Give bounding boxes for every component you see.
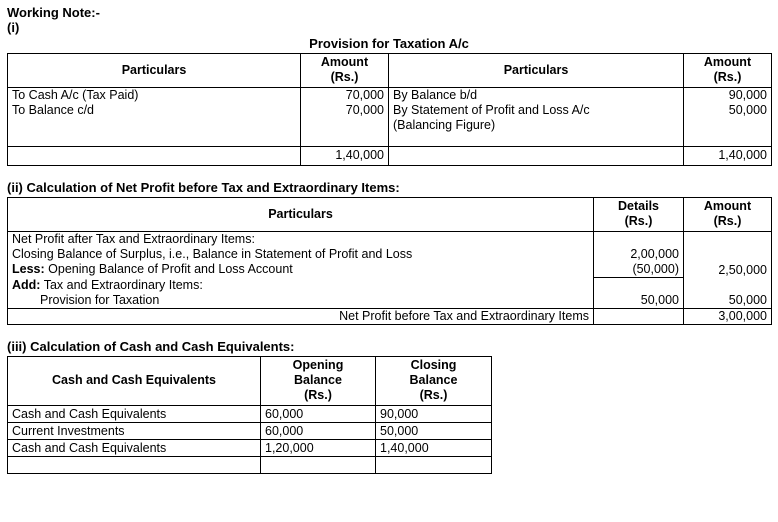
table-row: [8, 423, 492, 440]
table1-caption: Provision for Taxation A/c: [309, 36, 469, 51]
table3-header-opening-line1: Opening: [292, 358, 344, 372]
table3-row-0-opening: 60,000: [261, 406, 376, 423]
table2-header-details: [594, 198, 684, 232]
table2-header-amount-line2: (Rs.): [713, 214, 742, 228]
section-ii-heading: (ii) Calculation of Net Profit before Tax and Extraordinary Items:: [7, 180, 400, 195]
table2-row-2-label: Opening Balance of Profit and Loss Account: [48, 262, 293, 276]
table2-row-0-label: Net Profit after Tax and Extraordinary Items:: [12, 232, 255, 246]
table3-header-closing-line3: (Rs.): [419, 388, 448, 402]
table2-row-0-details-blank: [598, 232, 679, 247]
table1-right-row-0-particulars: By Balance b/d: [393, 88, 478, 102]
table2-row-1-details: 2,00,000: [630, 247, 679, 261]
spacer-after-table2: [7, 325, 771, 339]
table1-header-amount-right-line2: (Rs.): [713, 70, 742, 84]
spacer-after-table1: [7, 166, 771, 180]
table2-row-3-details-blank: [598, 278, 679, 293]
table1-right-row-0-amount: 90,000: [728, 88, 767, 102]
provision-for-taxation-table: [7, 53, 772, 166]
table2-total-amount: 3,00,000: [684, 309, 772, 325]
table2-particulars-block-b: [8, 278, 594, 309]
table2-amount-block-b: 50,000: [684, 278, 772, 309]
table1-total-right-blank: [389, 147, 684, 166]
table1-header-amount-left-line2: (Rs.): [330, 70, 359, 84]
table1-header-particulars-left: Particulars: [8, 54, 301, 88]
table3-header-item: Cash and Cash Equivalents: [8, 357, 261, 406]
table1-left-row-1-amount: 70,000: [345, 103, 384, 117]
table1-left-particulars-cell: [8, 88, 301, 147]
table2-row-2-line: [12, 262, 589, 277]
table3-row-3-opening: [261, 457, 376, 474]
table2-row-4-label: Provision for Taxation: [40, 292, 160, 307]
table3-row-3-closing: [376, 457, 492, 474]
table2-header-amount-line1: Amount: [703, 199, 752, 213]
table1-right-row-1-amount: 50,000: [728, 103, 767, 117]
table1-left-row-0-particulars: To Cash A/c (Tax Paid): [12, 88, 139, 102]
table1-total-right-amount: 1,40,000: [684, 147, 772, 166]
table2-amount-block-a: 2,50,000: [684, 232, 772, 278]
table3-row-1-opening: 60,000: [261, 423, 376, 440]
table1-header-particulars-right: Particulars: [389, 54, 684, 88]
table2-row-2-details: (50,000): [632, 262, 679, 276]
table2-header-particulars: Particulars: [8, 198, 594, 232]
table-row: [8, 440, 492, 457]
table2-row-4-details: 50,000: [640, 293, 679, 307]
section-i-marker: (i): [7, 20, 20, 35]
table1-total-row: [8, 147, 772, 166]
table1-total-left-blank: [8, 147, 301, 166]
table3-header-row: [8, 357, 492, 406]
table3-row-1-closing: 50,000: [376, 423, 492, 440]
cash-and-cash-equivalents-table: [7, 356, 492, 474]
table3-header-opening: [261, 357, 376, 406]
table2-total-label: Net Profit before Tax and Extraordinary Items: [8, 309, 594, 325]
table1-left-amount-cell: [301, 88, 389, 147]
table2-row-3-label: Tax and Extraordinary Items:: [43, 277, 203, 292]
table1-header-row: [8, 54, 772, 88]
table2-header-amount: [684, 198, 772, 232]
table3-row-0-closing: 90,000: [376, 406, 492, 423]
table3-row-3-item: [8, 457, 261, 474]
table2-header-details-line2: (Rs.): [624, 214, 653, 228]
table2-row-3-prefix: Add:: [12, 277, 41, 292]
table1-header-amount-left-line1: Amount: [320, 55, 369, 69]
table3-header-closing-line1: Closing: [410, 358, 457, 372]
table2-block-a: [8, 232, 772, 278]
table1-left-row-0-amount: 70,000: [345, 88, 384, 102]
table2-header-row: [8, 198, 772, 232]
table3-row-2-item: Cash and Cash Equivalents: [8, 440, 261, 457]
working-note-title: Working Note:-: [7, 5, 100, 20]
table1-header-amount-left: [301, 54, 389, 88]
table1-right-amount-cell: [684, 88, 772, 147]
table3-header-opening-line2: Balance: [294, 373, 342, 387]
table3-header-opening-line3: (Rs.): [304, 388, 332, 402]
table2-row-1-label: Closing Balance of Surplus, i.e., Balance in Statement of Profit and Loss: [12, 247, 413, 261]
net-profit-calculation-table: [7, 197, 772, 325]
table3-header-closing: [376, 357, 492, 406]
table1-body-row: [8, 88, 772, 147]
table2-total-details: [594, 309, 684, 325]
table1-right-row-1-particulars-line2: (Balancing Figure): [393, 118, 496, 132]
table-row: [8, 457, 492, 474]
table1-right-particulars-cell: [389, 88, 684, 147]
table2-row-3-line: [12, 278, 589, 293]
table1-header-amount-right: [684, 54, 772, 88]
table2-row-2-prefix: Less:: [12, 262, 45, 276]
table1-right-row-1-particulars: By Statement of Profit and Loss A/c: [393, 103, 590, 117]
table3-row-2-closing: 1,40,000: [376, 440, 492, 457]
table-row: [8, 406, 492, 423]
table2-particulars-block-a: [8, 232, 594, 278]
table3-row-1-item: Current Investments: [8, 423, 261, 440]
table2-details-block-a: [594, 232, 684, 278]
table2-details-block-b: [594, 278, 684, 309]
table1-left-row-1-particulars: To Balance c/d: [12, 103, 94, 117]
table3-header-closing-line2: Balance: [409, 373, 458, 387]
table1-header-amount-right-line1: Amount: [703, 55, 752, 69]
table2-total-row: [8, 309, 772, 325]
table3-row-2-opening: 1,20,000: [261, 440, 376, 457]
table2-header-details-line1: Details: [618, 199, 659, 213]
table2-block-b: [8, 278, 772, 309]
table1-total-left-amount: 1,40,000: [301, 147, 389, 166]
table3-row-0-item: Cash and Cash Equivalents: [8, 406, 261, 423]
section-iii-heading: (iii) Calculation of Cash and Cash Equivalents:: [7, 339, 295, 354]
